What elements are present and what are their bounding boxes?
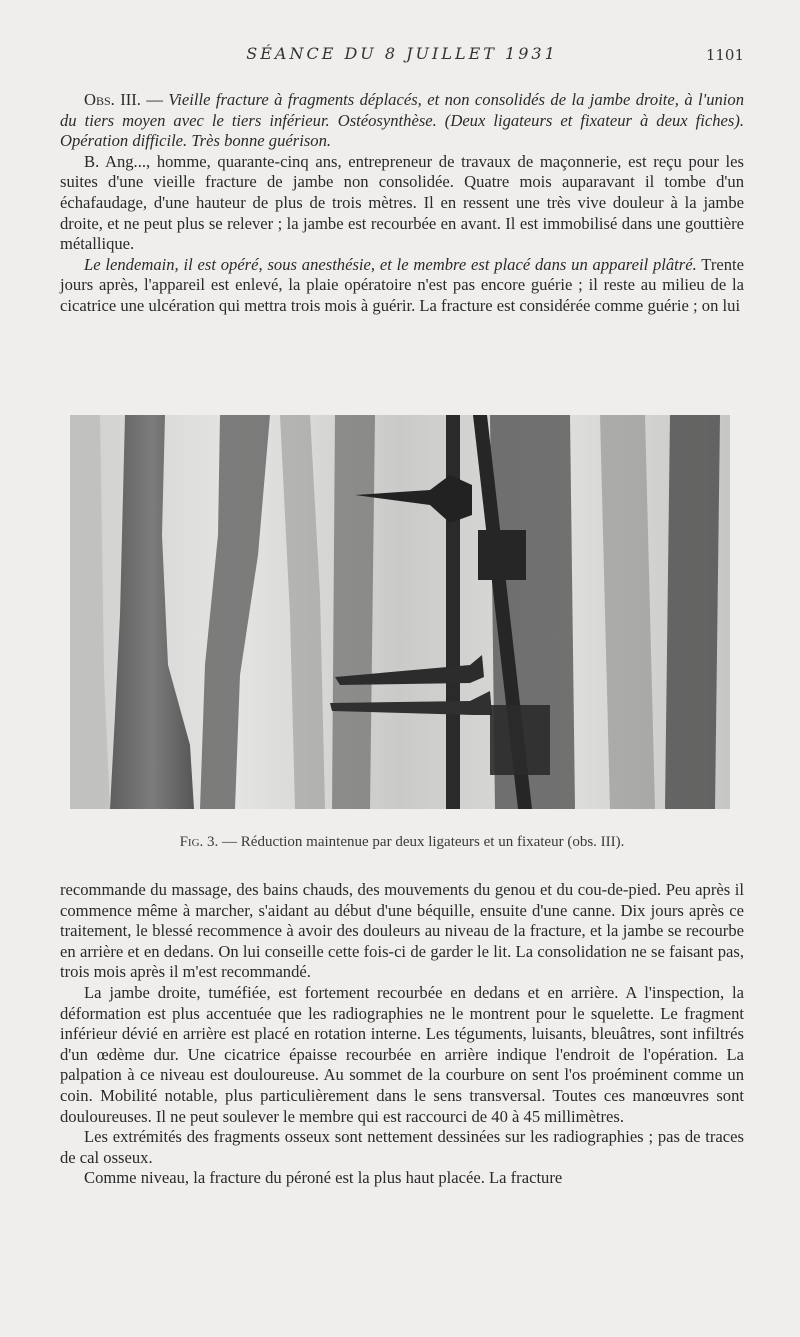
text-block-bottom — [60, 880, 744, 1189]
page-number: 1101 — [705, 46, 744, 64]
figure-caption-text: — Réduction maintenue par deux ligateurs et un fixateur (obs. III). — [218, 834, 625, 850]
paragraph-case-history: B. Ang..., homme, quarante-cinq ans, entrepreneur de travaux de maçonnerie, est reçu pour les suites d'une vieille fracture de jambe non consolidée. Quatre mois auparavant il tombe d'un échafaudage, d'une hauteur de plus de trois mètres. Il en ressent une très vive douleur à la jambe droite, et ne peut plus se relever ; la jambe est recourbée en avant. Il est immobilisé dans une gouttière métallique. — [60, 151, 744, 254]
figure-caption — [60, 834, 744, 851]
observation-label: Obs. III. — [84, 90, 141, 109]
text-block-top — [60, 90, 744, 317]
radiograph-image — [70, 415, 730, 809]
paragraph-operation-italic: Le lendemain, il est opéré, sous anesthésie, et le membre est placé dans un appareil plâtré. — [84, 254, 697, 274]
running-head: SÉANCE DU 8 JUILLET 1931 — [246, 44, 558, 63]
paragraph-examination: La jambe droite, tuméfiée, est fortement recourbée en dedans et en arrière. A l'inspection, la déformation est plus accentuée que les radiographies ne le montrent pour le squelette. Le fragment inférieur dévié en arrière est placé en rotation interne. Les téguments, luisants, bleuâtres, sont infiltrés d'un œdème dur. Une cicatrice épaisse recourbée en arrière indique l'endroit de l'opération. La palpation à ce niveau est douloureuse. Au sommet de la courbure on sent l'os proéminent comme un coin. Mobilité notable, plus particulièrement dans le sens transversal. Toutes ces manœuvres sont douloureuses. Il ne peut soulever le membre qui est raccourci de 40 à 45 millimètres. — [60, 982, 744, 1126]
paragraph-radiographies: Les extrémités des fragments osseux sont nettement dessinées sur les radiographies ; pas de traces de cal osseux. — [60, 1127, 744, 1167]
paragraph-operation — [60, 255, 744, 317]
observation-heading — [60, 90, 744, 152]
observation-title: Vieille fracture à fragments déplacés, et non consolidés de la jambe droite, à l'union du tiers moyen avec le tiers inférieur. Ostéosynthèse. (Deux ligateurs et fixateur à deux fiches). Opération difficile. Très bonne guérison. — [60, 90, 745, 151]
paragraph-aftercare: recommande du massage, des bains chauds, des mouvements du genou et du cou-de-pied. Peu après il commence même à marcher, s'aidant au début d'une béquille, ensuite d'une canne. Dix jours après ce traitement, le blessé recommence à avoir des douleurs au niveau de la fracture, et la jambe se recourbe en arrière et en dedans. On lui conseille cette fois-ci de garder le lit. La consolidation ne se faisant pas, trois mois après il m'est recommandé. — [60, 880, 744, 982]
page-header — [60, 44, 744, 68]
paragraph-operation-rest: Trente jours après, l'appareil est enlevé, la plaie opératoire n'est pas encore guérie ; il reste au milieu de la cicatrice une ulcération qui mettra trois mois à guérir. La fracture est considérée comme guérie ; on lui — [60, 254, 744, 315]
radiograph-figure — [70, 415, 730, 809]
figure-label: Fig. 3. — [179, 834, 219, 850]
paragraph-fracture-level: Comme niveau, la fracture du péroné est la plus haut placée. La fracture — [84, 1168, 563, 1188]
observation-dash: — — [140, 90, 169, 109]
